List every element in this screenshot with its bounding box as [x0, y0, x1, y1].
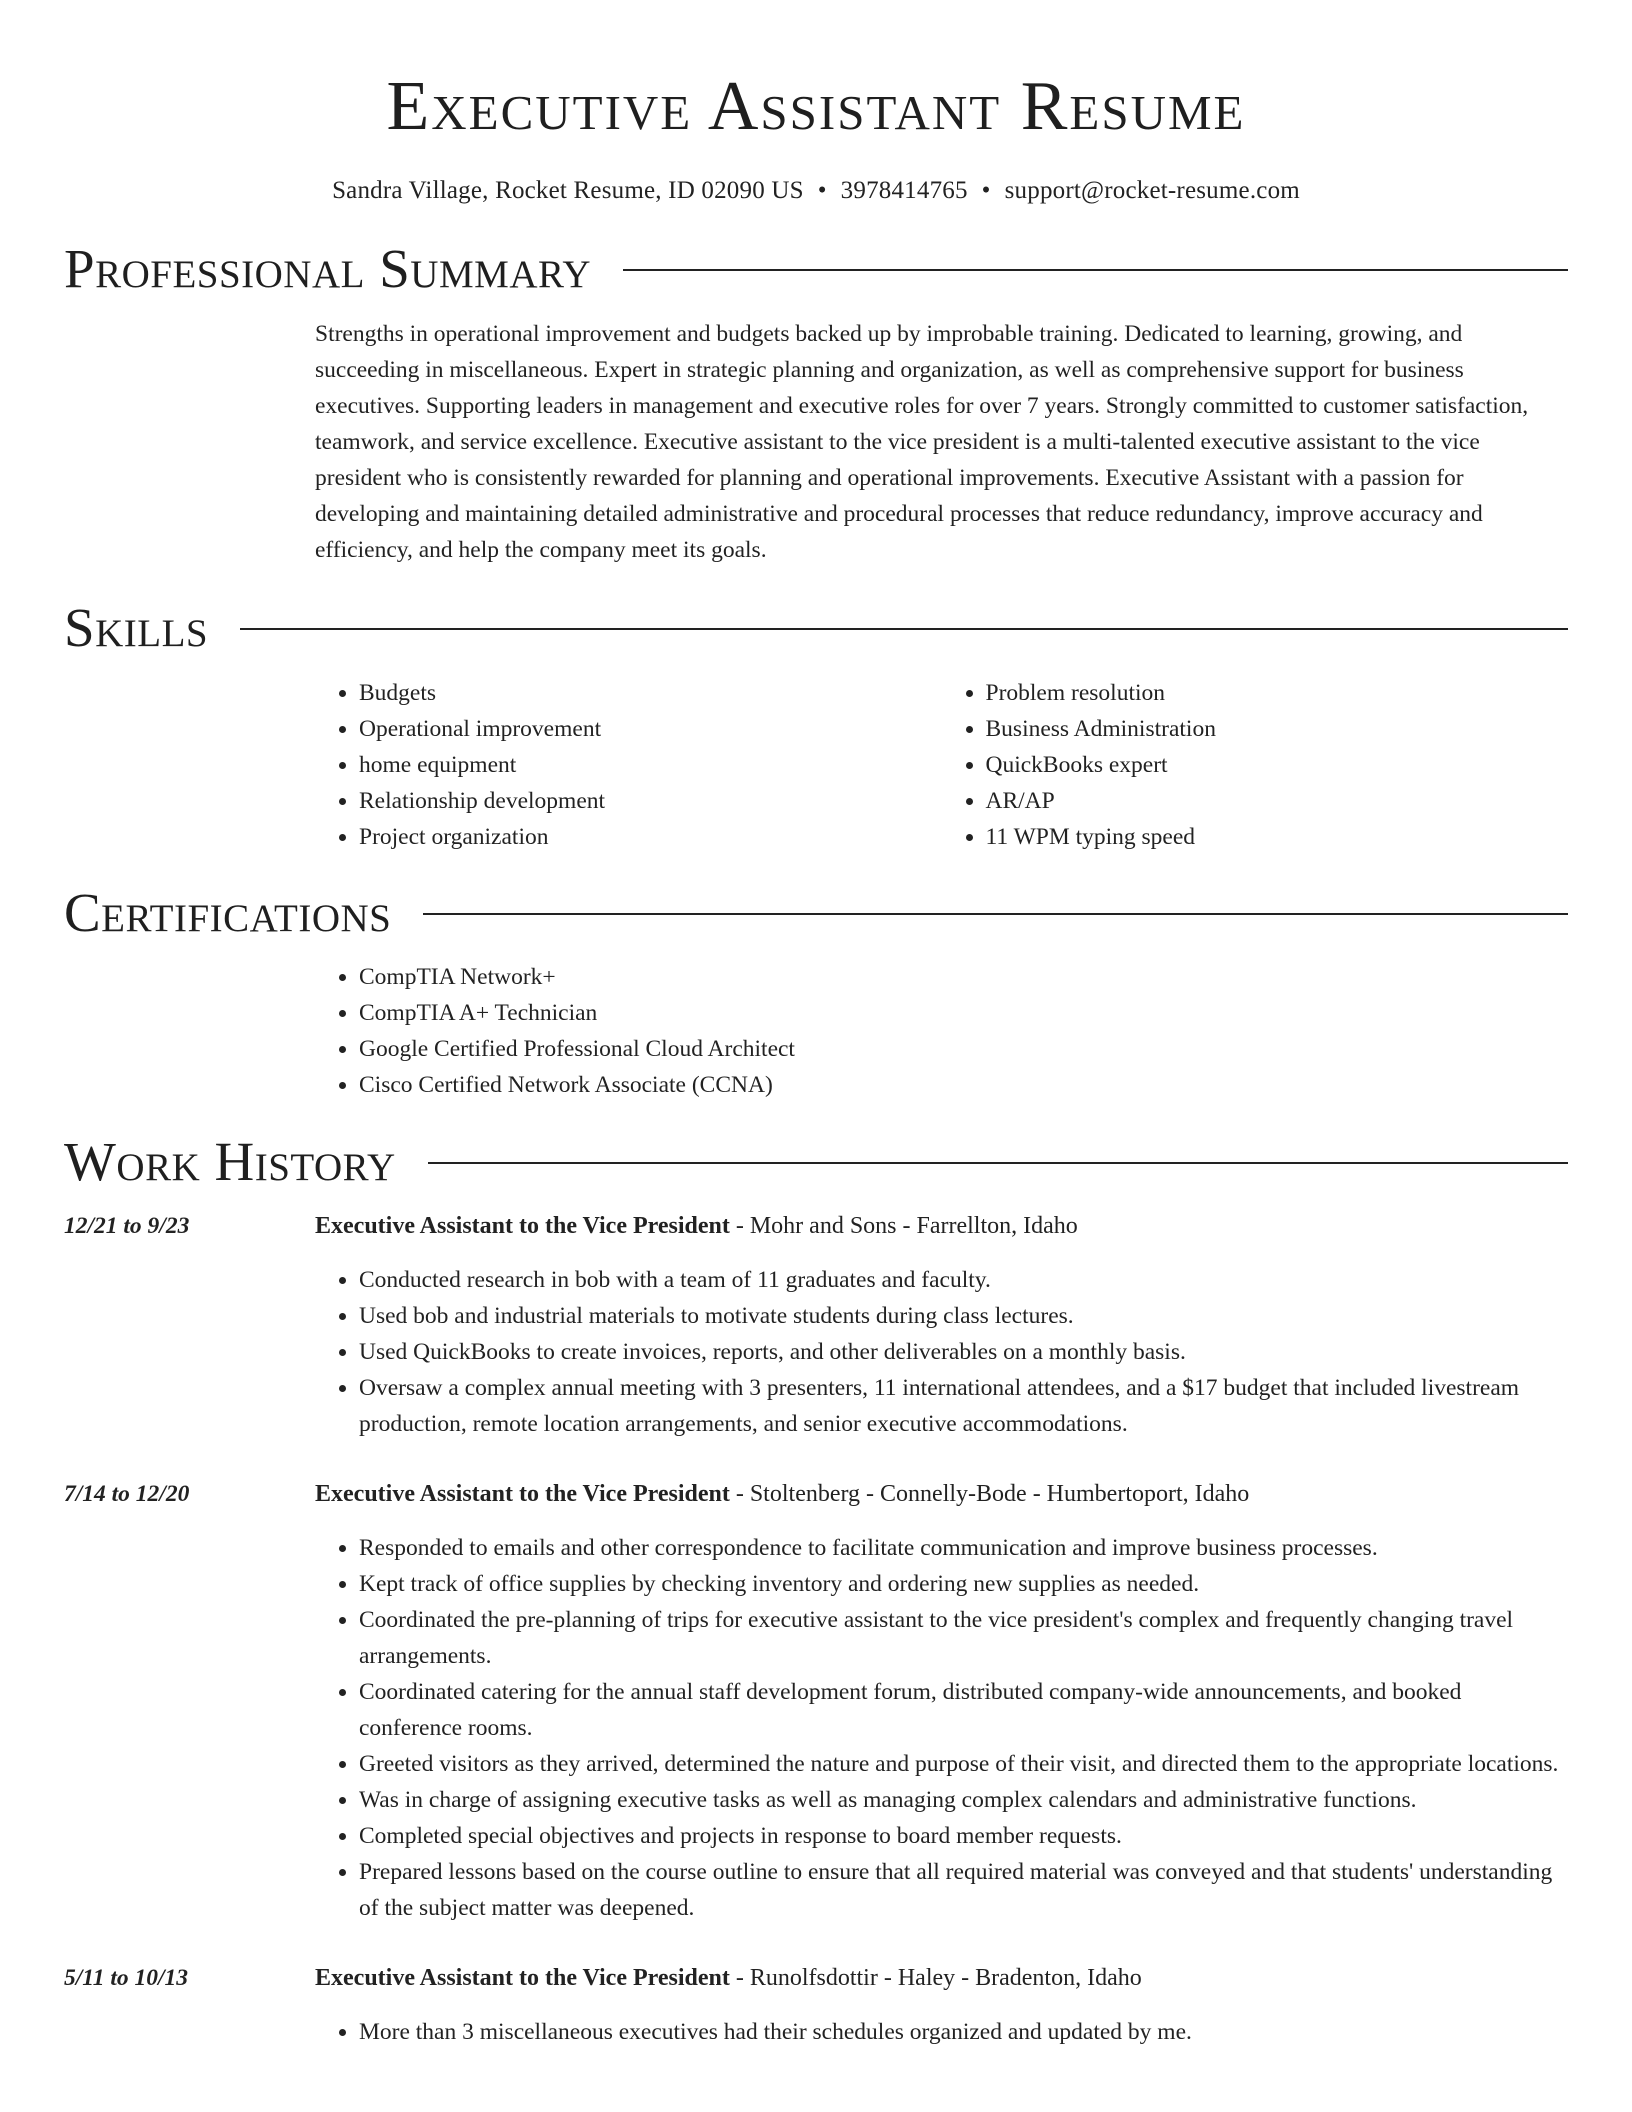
skills-section — [64, 596, 1568, 855]
skill-item: • home equipment — [359, 747, 942, 783]
job-title: Executive Assistant to the Vice President — [315, 1965, 730, 1991]
job-header — [64, 1208, 1568, 1244]
summary-body — [315, 316, 1568, 568]
section-header — [64, 237, 1568, 301]
skill-item: • Problem resolution — [986, 675, 1569, 711]
job-bullet: • Oversaw a complex annual meeting with 3 presenters, 11 international attendees, and a $17 budget that included livestream production, remote location arrangements, and senior executive accommodations. — [359, 1370, 1568, 1442]
job-bullet: • Conducted research in bob with a team of 11 graduates and faculty. — [359, 1262, 1568, 1298]
job-heading — [315, 1208, 1078, 1244]
section-heading-work-history: Work History — [64, 1131, 396, 1192]
job-details — [315, 2014, 1568, 2050]
job-employer-location: - Runolfsdottir - Haley - Bradenton, Idaho — [729, 1965, 1142, 1991]
section-divider — [623, 269, 1568, 271]
job-header — [64, 1960, 1568, 1996]
skill-item: • Relationship development — [359, 783, 942, 819]
job-bullet: • Kept track of office supplies by checking inventory and ordering new supplies as needed. — [359, 1566, 1568, 1602]
job-bullets — [315, 2014, 1568, 2050]
job-bullet: • Used QuickBooks to create invoices, reports, and other deliverables on a monthly basis. — [359, 1334, 1568, 1370]
contact-line — [64, 173, 1568, 209]
resume-title: Executive Assistant Resume — [386, 68, 1246, 145]
contact-phone: 3978414765 — [840, 177, 968, 204]
section-heading-certifications: Certifications — [64, 882, 392, 943]
job-heading — [315, 1476, 1249, 1512]
job-bullet: • Used bob and industrial materials to motivate students during class lectures. — [359, 1298, 1568, 1334]
skill-item: • 11 WPM typing speed — [986, 819, 1569, 855]
job-bullet: • Greeted visitors as they arrived, determined the nature and purpose of their visit, and directed them to the appropriate locations. — [359, 1746, 1568, 1782]
job-bullet: • More than 3 miscellaneous executives had their schedules organized and updated by me. — [359, 2014, 1568, 2050]
job-dates: 12/21 to 9/23 — [64, 1213, 190, 1239]
resume-page — [64, 0, 1568, 2050]
section-header — [64, 881, 1568, 945]
job-dates: 7/14 to 12/20 — [64, 1481, 190, 1507]
skill-item: • Project organization — [359, 819, 942, 855]
job-entry — [64, 1208, 1568, 1442]
certifications-section — [64, 881, 1568, 1103]
skills-grid — [315, 675, 1568, 855]
contact-email: support@rocket-resume.com — [1004, 177, 1300, 204]
skill-item: • AR/AP — [986, 783, 1569, 819]
section-divider — [428, 1162, 1568, 1164]
job-title: Executive Assistant to the Vice President — [315, 1481, 730, 1507]
job-bullets — [315, 1530, 1568, 1926]
job-details — [315, 1262, 1568, 1442]
certification-item: • Cisco Certified Network Associate (CCNA) — [359, 1067, 1568, 1103]
contact-separator: • — [981, 177, 991, 204]
job-heading — [315, 1960, 1142, 1996]
job-entry — [64, 1960, 1568, 2050]
certifications-body — [315, 959, 1568, 1103]
section-divider — [240, 628, 1568, 630]
job-bullet: • Was in charge of assigning executive tasks as well as managing complex calendars and administrative functions. — [359, 1782, 1568, 1818]
section-divider — [423, 913, 1568, 915]
job-header — [64, 1476, 1568, 1512]
section-heading-summary: Professional Summary — [64, 238, 592, 299]
job-bullet: • Coordinated the pre-planning of trips for executive assistant to the vice president's complex and frequently changing travel arrangements. — [359, 1602, 1568, 1674]
job-bullet: • Responded to emails and other correspondence to facilitate communication and improve business processes. — [359, 1530, 1568, 1566]
job-bullet: • Prepared lessons based on the course outline to ensure that all required material was conveyed and that students' understanding of the subject matter was deepened. — [359, 1854, 1568, 1926]
certification-item: • CompTIA Network+ — [359, 959, 1568, 995]
job-details — [315, 1530, 1568, 1926]
job-bullets — [315, 1262, 1568, 1442]
skills-list-right — [942, 675, 1569, 855]
summary-text: Strengths in operational improvement and budgets backed up by improbable training. Dedicated to learning, growing, and succeeding in miscellaneous. Expert in strategic planning and organization, as well as comprehensive support for business executives. Supporting leaders in management and executive roles for over 7 years. Strongly committed to customer satisfaction, teamwork, and service excellence. Executive assistant to the vice president is a multi-talented executive assistant to the vice president who is consistently rewarded for planning and operational improvements. Executive Assistant with a passion for developing and maintaining detailed administrative and procedural processes that reduce redundancy, improve accuracy and efficiency, and help the company meet its goals. — [315, 321, 1529, 563]
skill-item: • Budgets — [359, 675, 942, 711]
summary-section — [64, 237, 1568, 568]
section-header — [64, 1130, 1568, 1194]
skill-item: • Operational improvement — [359, 711, 942, 747]
job-bullet: • Coordinated catering for the annual staff development forum, distributed company-wide announcements, and booked conference rooms. — [359, 1674, 1568, 1746]
section-heading-skills: Skills — [64, 597, 209, 658]
certification-item: • CompTIA A+ Technician — [359, 995, 1568, 1031]
contact-address: Sandra Village, Rocket Resume, ID 02090 US — [332, 177, 804, 204]
job-dates: 5/11 to 10/13 — [64, 1965, 189, 1991]
job-bullet: • Completed special objectives and projects in response to board member requests. — [359, 1818, 1568, 1854]
job-title: Executive Assistant to the Vice President — [315, 1213, 730, 1239]
section-header — [64, 596, 1568, 660]
certifications-list — [315, 959, 1568, 1103]
job-entry — [64, 1476, 1568, 1926]
skill-item: • Business Administration — [986, 711, 1569, 747]
contact-separator: • — [817, 177, 827, 204]
work-history-section — [64, 1130, 1568, 2050]
certification-item: • Google Certified Professional Cloud Architect — [359, 1031, 1568, 1067]
job-employer-location: - Stoltenberg - Connelly-Bode - Humbertoport, Idaho — [729, 1481, 1250, 1507]
skill-item: • QuickBooks expert — [986, 747, 1569, 783]
job-employer-location: - Mohr and Sons - Farrellton, Idaho — [729, 1213, 1078, 1239]
skills-list-left — [315, 675, 942, 855]
